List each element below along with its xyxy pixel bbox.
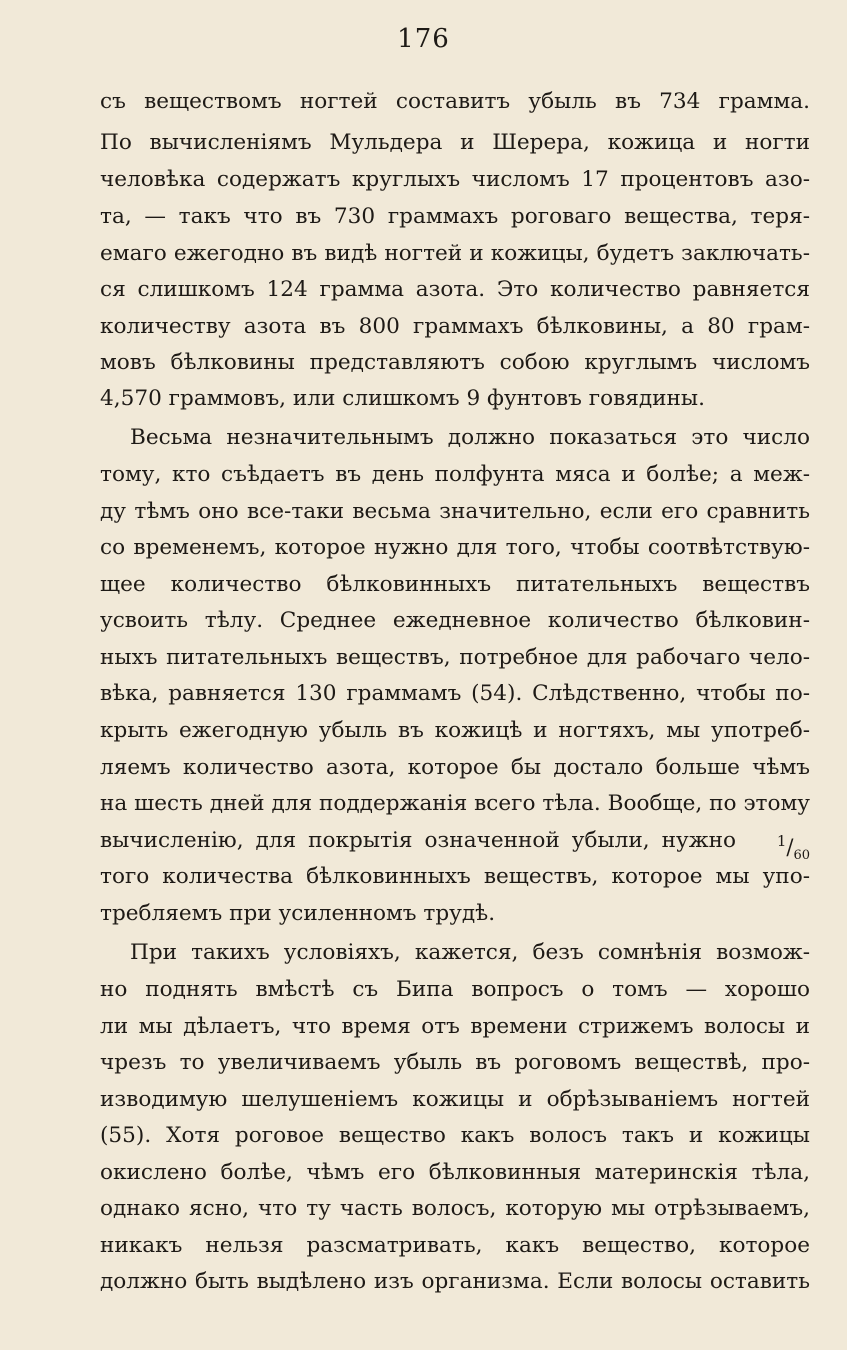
text-line: того количества бѣлковинныхъ веществъ, которое мы упо- <box>100 864 810 889</box>
text-line: При такихъ условіяхъ, кажется, безъ сомнѣнія возмож- <box>130 940 810 965</box>
text-line: ся слишкомъ 124 грамма азота. Это количество равняется <box>100 277 810 302</box>
text-line: 4,570 граммовъ, или слишкомъ 9 фунтовъ говядины. <box>100 386 705 411</box>
text-line: щее количество бѣлковинныхъ питательныхъ веществъ <box>100 572 810 597</box>
text-line: крыть ежегодную убыль въ кожицѣ и ногтяхъ, мы употреб- <box>100 718 810 743</box>
text-line: ли мы дѣлаетъ, что время отъ времени стрижемъ волосы и <box>100 1014 810 1039</box>
text-line: ныхъ питательныхъ веществъ, потребное для рабочаго чело- <box>100 645 810 670</box>
text-line: человѣка содержатъ круглыхъ числомъ 17 процентовъ азо- <box>100 167 810 192</box>
text-line: на шесть дней для поддержанія всего тѣла. Вообще, по этому <box>100 791 810 816</box>
text-line: окислено болѣе, чѣмъ его бѣлковинныя материнскія тѣла, <box>100 1160 810 1185</box>
text-line: ляемъ количество азота, которое бы достало больше чѣмъ <box>100 755 810 780</box>
text-line: вычисленію, для покрытія означенной убыли, нужно <box>100 828 736 853</box>
text-line: ду тѣмъ оно все-таки весьма значительно, если его сравнить <box>100 499 810 524</box>
text-line: съ веществомъ ногтей составитъ убыль въ 734 грамма. <box>100 89 810 114</box>
text-line: вѣка, равняется 130 граммамъ (54). Слѣдственно, чтобы по- <box>100 681 810 706</box>
text-line: однако ясно, что ту часть волосъ, которую мы отрѣзываемъ, <box>100 1196 810 1221</box>
page-number: 176 <box>397 24 450 54</box>
text-line: никакъ нельзя разсматривать, какъ вещество, которое <box>100 1233 810 1258</box>
text-line: мовъ бѣлковины представляютъ собою круглымъ числомъ <box>100 350 810 375</box>
text-line: емаго ежегодно въ видѣ ногтей и кожицы, будетъ заключать- <box>100 241 810 266</box>
text-line: усвоить тѣлу. Среднее ежедневное количество бѣлковин- <box>100 608 810 633</box>
fraction-one-sixtieth: $^1/_{60}$ <box>776 832 810 864</box>
text-line: количеству азота въ 800 граммахъ бѣлковины, а 80 грам- <box>100 314 810 339</box>
text-line: (55). Хотя роговое вещество какъ волосъ такъ и кожицы <box>100 1123 810 1148</box>
text-line: со временемъ, которое нужно для того, чтобы соотвѣтствую- <box>100 535 810 560</box>
text-line: та, — такъ что въ 730 граммахъ роговаго вещества, теря- <box>100 204 810 229</box>
text-line: требляемъ при усиленномъ трудѣ. <box>100 901 496 926</box>
text-line: должно быть выдѣлено изъ организма. Если волосы оставить <box>100 1269 810 1294</box>
text-line: Весьма незначительнымъ должно показаться это число <box>130 425 810 450</box>
text-line: тому, кто съѣдаетъ въ день полфунта мяса и болѣе; а меж- <box>100 462 810 487</box>
text-line: но поднять вмѣстѣ съ Бипа вопросъ о томъ — хорошо <box>100 977 810 1002</box>
text-line: По вычисленіямъ Мульдера и Шерера, кожица и ногти <box>100 130 810 155</box>
text-line: чрезъ то увеличиваемъ убыль въ роговомъ веществѣ, про- <box>100 1050 810 1075</box>
text-line: изводимую шелушеніемъ кожицы и обрѣзываніемъ ногтей <box>100 1087 810 1112</box>
